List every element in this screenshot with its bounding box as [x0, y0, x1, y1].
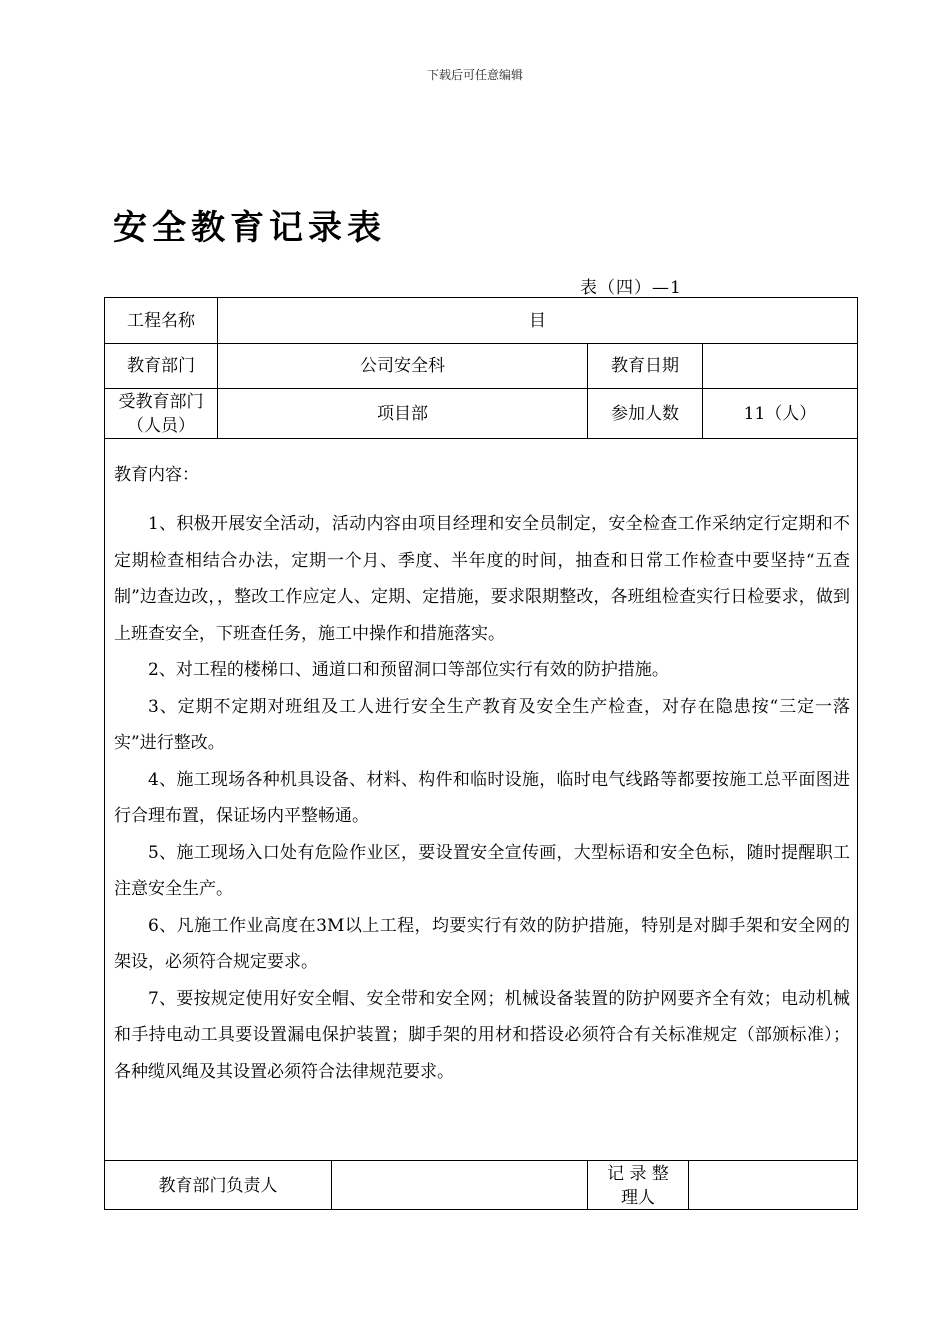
- edu-dept-value[interactable]: 公司安全科: [360, 356, 445, 376]
- row-divider: [105, 438, 857, 439]
- record-table: [104, 297, 858, 1210]
- content-item: 5、施工现场入口处有危险作业区，要设置安全宣传画，大型标语和安全色标，随时提醒职工注意安全生产。: [114, 842, 850, 899]
- recorder-label: 记 录 整理人: [607, 1163, 669, 1208]
- content-item: 1、积极开展安全活动，活动内容由项目经理和安全员制定，安全检查工作采纳定行定期和不定期检查相结合办法，定期一个月、季度、半年度的时间，抽查和日常工作检查中要坚持“五查制”边查边改，，整改工作应定人、定期、定措施，要求限期整改，各班组检查实行日检要求，做到上班查安全，下班查任务，施工中操作和措施落实。: [114, 514, 850, 644]
- content-heading: 教育内容：: [114, 465, 199, 485]
- content-item: 4、施工现场各种机具设备、材料、构件和临时设施，临时电气线路等都要按施工总平面图进行合理布置，保证场内平整畅通。: [114, 769, 850, 826]
- trainee-dept-value[interactable]: 项目部: [377, 403, 428, 424]
- document-title: 安全教育记录表: [113, 208, 386, 248]
- edu-date-value[interactable]: [703, 344, 857, 388]
- form-number: 表（四）—1: [580, 278, 682, 298]
- attendees-label: 参加人数: [611, 403, 679, 424]
- header-note: 下载后可任意编辑: [426, 68, 523, 82]
- content-item: 3、定期不定期对班组及工人进行安全生产教育及安全生产检查，对存在隐患按“三定一落实”进行整改。: [114, 696, 850, 753]
- trainee-dept-label: 受教育部门（人员）: [118, 391, 204, 436]
- dept-head-value[interactable]: [332, 1161, 587, 1210]
- content-item: 7、要按规定使用好安全帽、安全带和安全网；机械设备装置的防护网要齐全有效；电动机械和手持电动工具要设置漏电保护装置；脚手架的用材和搭设必须符合有关标准规定（部颁标准）；各种缆风绳及其设置必须符合法律规范要求。: [114, 988, 850, 1082]
- content-body: [114, 506, 850, 1090]
- attendees-value[interactable]: 11（人）: [743, 403, 817, 424]
- recorder-value[interactable]: [689, 1161, 857, 1210]
- column-divider: [587, 1160, 588, 1210]
- edu-dept-label: 教育部门: [127, 356, 195, 376]
- content-item: 2、对工程的楼梯口、通道口和预留洞口等部位实行有效的防护措施。: [148, 660, 669, 680]
- dept-head-label: 教育部门负责人: [158, 1175, 278, 1196]
- project-name-value[interactable]: 目: [529, 310, 546, 331]
- content-item: 6、凡施工作业高度在3M以上工程，均要实行有效的防护措施，特别是对脚手架和安全网的架设，必须符合规定要求。: [114, 915, 850, 972]
- edu-date-label: 教育日期: [611, 356, 679, 376]
- project-name-label: 工程名称: [127, 310, 195, 331]
